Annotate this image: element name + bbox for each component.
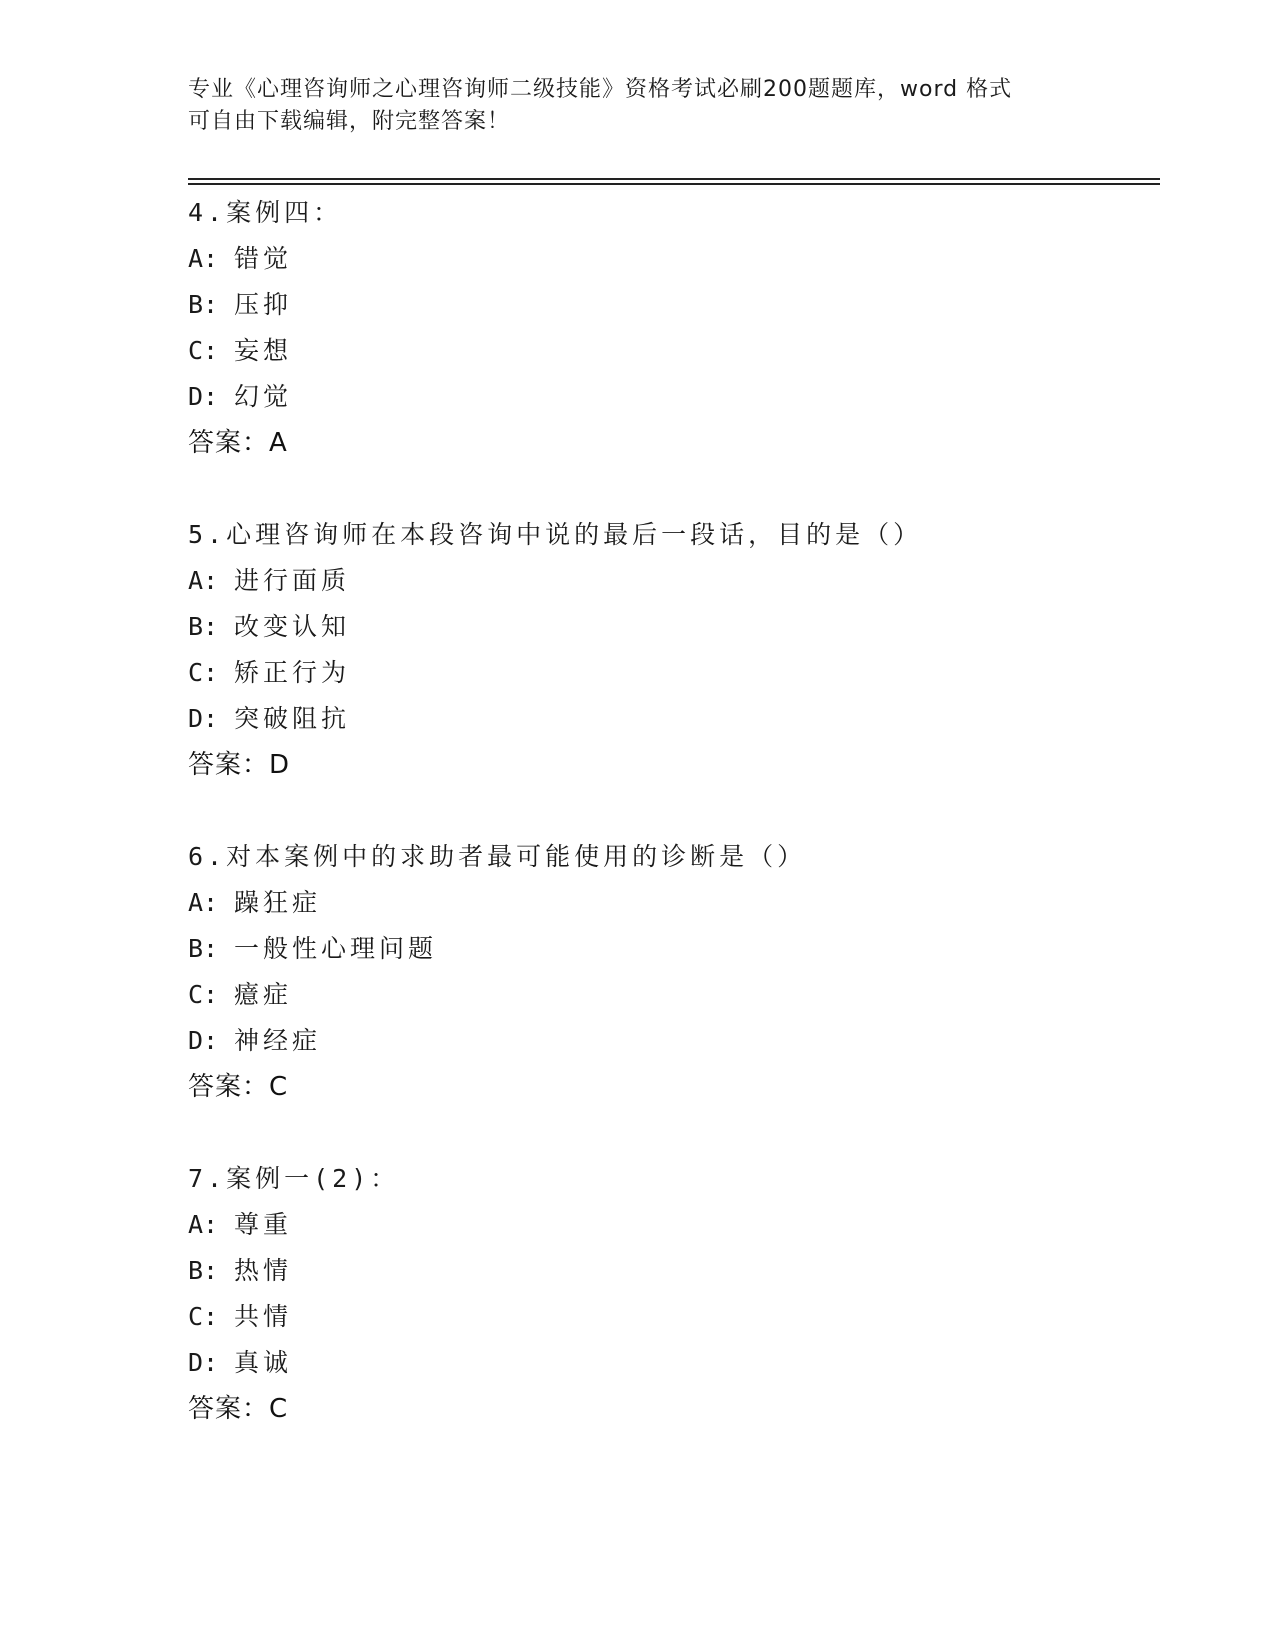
question-6: [188, 834, 1148, 1110]
option-letter: B:: [188, 290, 219, 319]
header-rule-top: [188, 178, 1160, 180]
question-4: [188, 190, 1148, 466]
option-c: [188, 650, 1148, 696]
option-letter: B:: [188, 1256, 219, 1285]
option-letter: C:: [188, 336, 219, 365]
option-letter: A:: [188, 1210, 219, 1239]
option-text: 错觉: [234, 244, 293, 273]
option-letter: C:: [188, 1302, 219, 1331]
header-line-2: 可自由下载编辑，附完整答案！: [188, 109, 511, 134]
header-rule-bottom: [188, 183, 1160, 185]
option-text: 尊重: [234, 1210, 293, 1239]
option-text: 神经症: [234, 1026, 322, 1055]
option-text: 压抑: [234, 290, 293, 319]
option-letter: B:: [188, 934, 219, 963]
option-d: [188, 1340, 1148, 1386]
option-d: [188, 374, 1148, 420]
option-d: [188, 1018, 1148, 1064]
question-stem: 6.对本案例中的求助者最可能使用的诊断是（）: [188, 842, 807, 871]
option-c: [188, 972, 1148, 1018]
option-b: [188, 604, 1148, 650]
question-stem: 7.案例一(2)：: [188, 1164, 400, 1193]
answer-line: 答案：A: [188, 428, 288, 458]
option-text: 共情: [234, 1302, 293, 1331]
option-letter: A:: [188, 888, 219, 917]
option-text: 改变认知: [234, 612, 351, 641]
question-stem: 5.心理咨询师在本段咨询中说的最后一段话，目的是（）: [188, 520, 923, 549]
option-a: [188, 880, 1148, 926]
option-text: 真诚: [234, 1348, 293, 1377]
option-b: [188, 282, 1148, 328]
question-7: [188, 1156, 1148, 1432]
option-letter: D:: [188, 1348, 219, 1377]
option-letter: C:: [188, 658, 219, 687]
option-c: [188, 1294, 1148, 1340]
option-b: [188, 926, 1148, 972]
option-letter: B:: [188, 612, 219, 641]
option-text: 癔症: [234, 980, 293, 1009]
answer-line: 答案：C: [188, 1072, 289, 1102]
option-text: 妄想: [234, 336, 293, 365]
answer-line: 答案：C: [188, 1394, 289, 1424]
option-a: [188, 558, 1148, 604]
option-letter: A:: [188, 566, 219, 595]
option-letter: D:: [188, 1026, 219, 1055]
option-letter: D:: [188, 382, 219, 411]
option-text: 躁狂症: [234, 888, 322, 917]
option-letter: C:: [188, 980, 219, 1009]
answer-line: 答案：D: [188, 750, 291, 780]
question-5: [188, 512, 1148, 788]
option-text: 一般性心理问题: [234, 934, 438, 963]
option-text: 进行面质: [234, 566, 351, 595]
question-list: [188, 190, 1148, 1478]
option-c: [188, 328, 1148, 374]
document-header: [188, 74, 1088, 138]
option-text: 热情: [234, 1256, 293, 1285]
option-b: [188, 1248, 1148, 1294]
option-text: 突破阻抗: [234, 704, 351, 733]
header-line-1: 专业《心理咨询师之心理咨询师二级技能》资格考试必刷200题题库，word 格式: [188, 77, 1013, 102]
option-a: [188, 236, 1148, 282]
option-text: 矫正行为: [234, 658, 351, 687]
option-a: [188, 1202, 1148, 1248]
question-stem: 4.案例四：: [188, 198, 343, 227]
option-letter: D:: [188, 704, 219, 733]
option-text: 幻觉: [234, 382, 293, 411]
option-letter: A:: [188, 244, 219, 273]
option-d: [188, 696, 1148, 742]
